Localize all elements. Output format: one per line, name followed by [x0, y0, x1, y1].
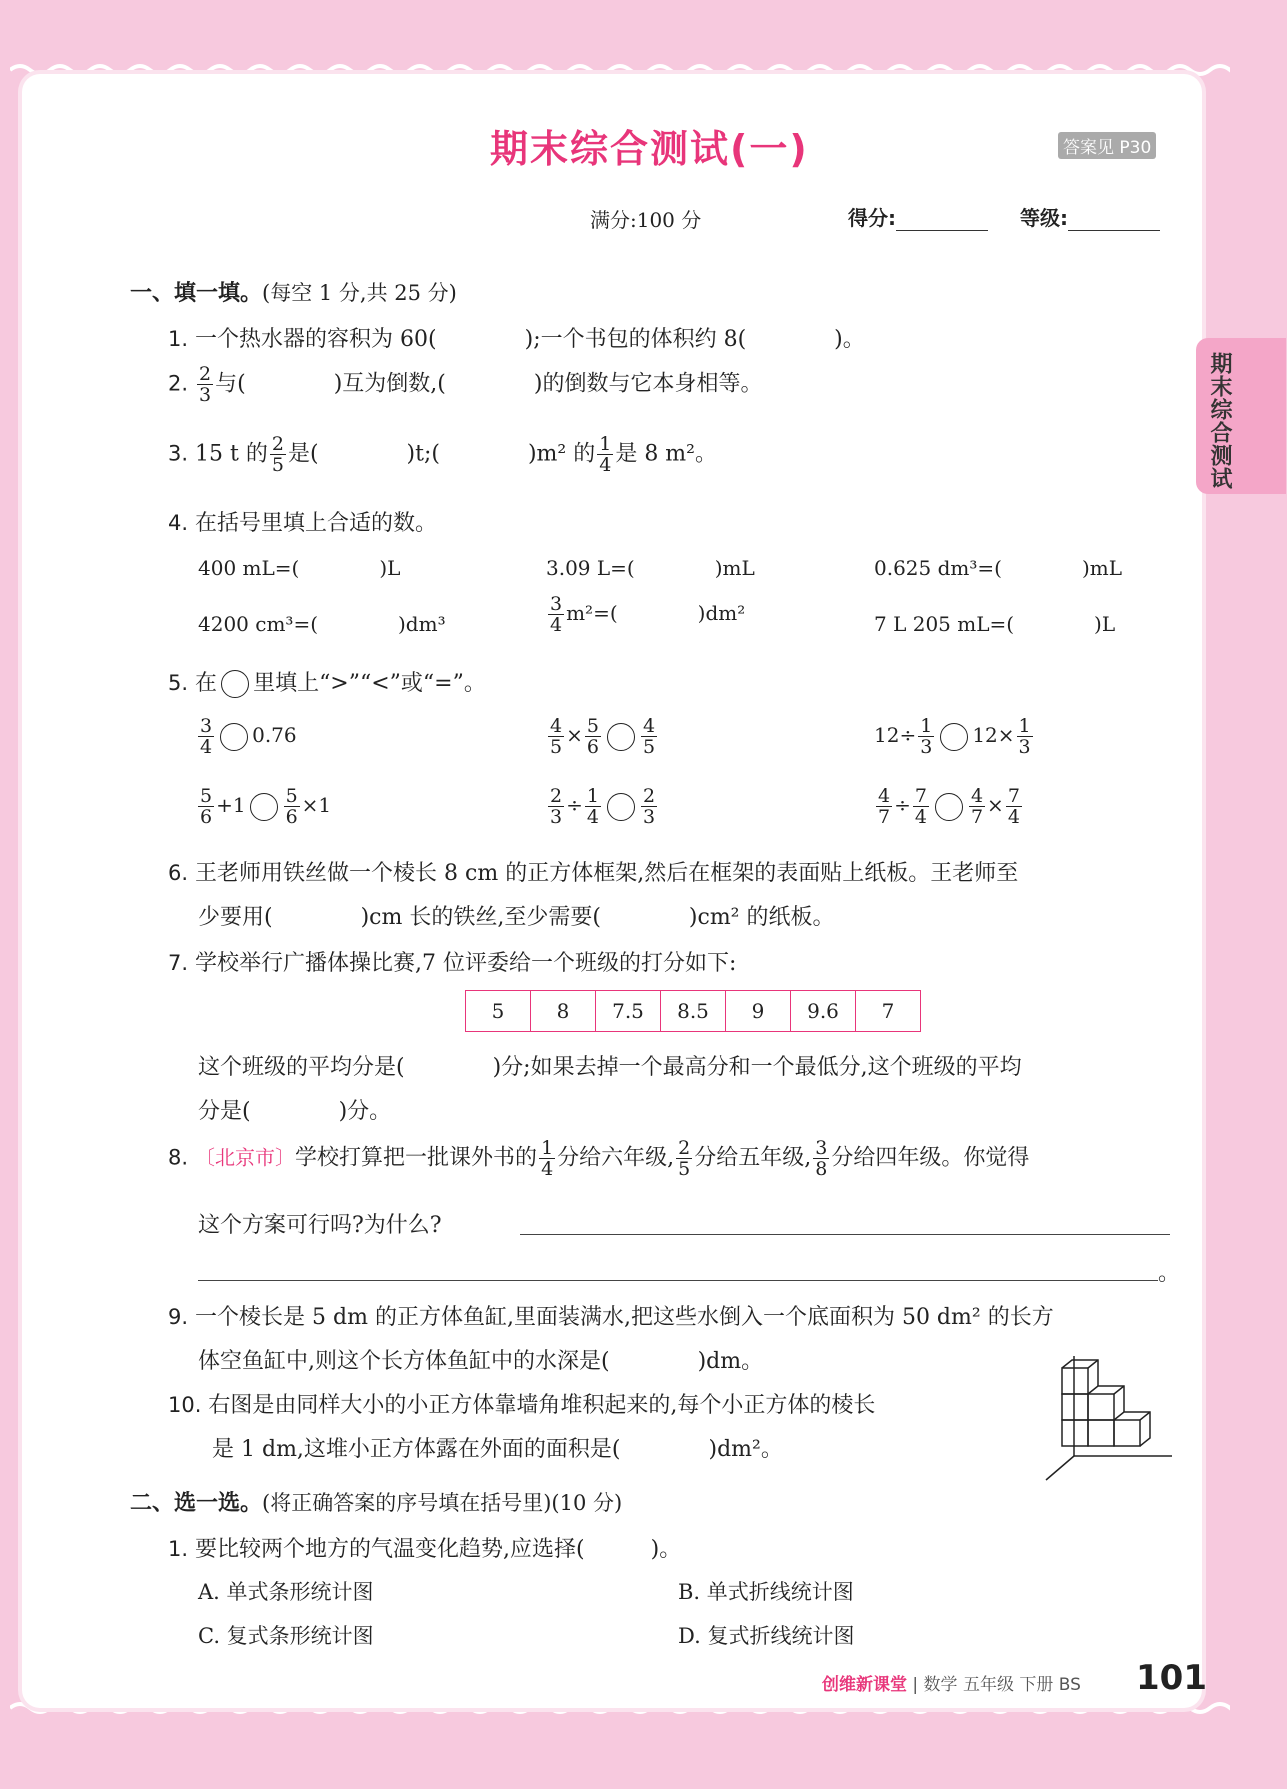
side-chapter-tab[interactable] — [1196, 338, 1286, 494]
region-tag: 〔北京市〕 — [195, 1145, 296, 1170]
question-number: 10. — [168, 1393, 202, 1417]
question-number: 1. — [168, 1537, 189, 1561]
fraction: $\frac{2}{3}$ — [550, 785, 563, 828]
question-2-1 — [168, 1532, 681, 1563]
table-row — [466, 991, 921, 1032]
compare-item-b: $\frac{4}{5}$ × $\frac{5}{6}$ $\frac{4}{5}$ — [550, 715, 656, 758]
question-text: 一个棱长是 5 dm 的正方体鱼缸,里面装满水,把这些水倒入一个底面积为 50 dm² 的长方 — [195, 1305, 1054, 1330]
question-text: 与( )互为倒数,( )的倒数与它本身相等。 — [215, 371, 763, 397]
question-number: 1. — [168, 327, 189, 351]
question-1-8 — [168, 1138, 1029, 1179]
scores-table — [465, 990, 921, 1032]
conversion-4: 4200 cm³=( )dm³ — [198, 612, 446, 636]
fraction: $\frac{2}{5}$ — [271, 433, 284, 476]
side-tab-label: 期末综合测试 — [1207, 352, 1232, 490]
full-score-label: 满分:100 分 — [590, 208, 702, 232]
fraction: $\frac{5}{6}$ — [200, 785, 213, 828]
question-1-5 — [168, 666, 486, 698]
question-text: 是 8 m²。 — [615, 441, 717, 467]
score-cell: 5 — [466, 991, 531, 1032]
question-text: 右图是由同样大小的小正方体靠墙角堆积起来的,每个小正方体的棱长 — [208, 1393, 876, 1418]
question-1-6 — [168, 856, 1018, 887]
compare-circle[interactable] — [250, 793, 278, 821]
answer-line[interactable] — [198, 1280, 1158, 1281]
fraction: $\frac{2}{3}$ — [199, 363, 212, 406]
fraction: $\frac{1}{3}$ — [920, 715, 933, 758]
question-number: 2. — [168, 371, 189, 396]
option-d[interactable]: D. 复式折线统计图 — [678, 1624, 855, 1648]
compare-item-d: $\frac{5}{6}$ +1 $\frac{5}{6}$ ×1 — [200, 785, 332, 828]
score-cell: 9 — [726, 991, 791, 1032]
question-text: 王老师用铁丝做一个棱长 8 cm 的正方体框架,然后在框架的表面贴上纸板。王老师至 — [195, 861, 1019, 886]
fraction: $\frac{1}{4}$ — [541, 1137, 554, 1180]
fraction: $\frac{2}{5}$ — [678, 1137, 691, 1180]
conversion-5: $\frac{3}{4}$ m²=( )dm² — [550, 593, 746, 636]
question-number: 6. — [168, 861, 189, 885]
stacked-cubes-figure — [1044, 1356, 1174, 1484]
question-text: 在括号里填上合适的数。 — [195, 511, 438, 536]
compare-item-c: 12÷ $\frac{1}{3}$ 12× $\frac{1}{3}$ — [874, 715, 1031, 758]
question-1-9 — [168, 1300, 1054, 1331]
section-2-heading — [130, 1486, 622, 1517]
fraction: $\frac{3}{8}$ — [815, 1137, 828, 1180]
score-cell: 7.5 — [596, 991, 661, 1032]
question-number: 3. — [168, 441, 189, 466]
compare-item-e: $\frac{2}{3}$ ÷ $\frac{1}{4}$ $\frac{2}{3}$ — [550, 785, 656, 828]
fraction: $\frac{7}{4}$ — [1007, 785, 1020, 828]
compare-item-a: $\frac{3}{4}$ 0.76 — [200, 715, 297, 758]
question-text: 15 t 的 — [195, 441, 268, 467]
question-1-10-line2: 是 1 dm,这堆小正方体露在外面的面积是( )dm²。 — [212, 1437, 783, 1462]
question-number: 8. — [168, 1145, 189, 1170]
question-text: 分给五年级, — [694, 1145, 812, 1171]
answer-reference-badge: 答案见 P30 — [1058, 132, 1156, 159]
fraction: $\frac{1}{3}$ — [1018, 715, 1031, 758]
question-1-7-line3: 分是( )分。 — [198, 1099, 392, 1124]
conversion-1: 400 mL=( )L — [198, 556, 401, 580]
question-1-7 — [168, 946, 736, 977]
score-cell: 8.5 — [661, 991, 726, 1032]
page-title: 期末综合测试(一) — [490, 127, 809, 171]
fraction: $\frac{3}{4}$ — [200, 715, 213, 758]
option-a[interactable]: A. 单式条形统计图 — [198, 1580, 374, 1604]
fraction: $\frac{5}{6}$ — [285, 785, 298, 828]
fraction: $\frac{1}{4}$ — [586, 785, 599, 828]
compare-circle[interactable] — [940, 723, 968, 751]
question-text: 在 — [195, 671, 218, 696]
question-text: 学校打算把一批课外书的 — [295, 1145, 538, 1171]
question-number: 5. — [168, 671, 189, 695]
fraction: $\frac{5}{6}$ — [586, 715, 599, 758]
compare-circle[interactable] — [935, 793, 963, 821]
question-number: 7. — [168, 951, 189, 975]
period-mark: 。 — [1158, 1261, 1181, 1286]
footer-brand: 创维新课堂 — [822, 1675, 907, 1695]
fraction: $\frac{4}{7}$ — [878, 785, 891, 828]
score-label: 得分: — [848, 206, 896, 230]
fraction: $\frac{1}{4}$ — [599, 433, 612, 476]
question-text: 里填上“>”“<”或“=”。 — [253, 671, 486, 696]
question-text: 学校举行广播体操比赛,7 位评委给一个班级的打分如下: — [195, 951, 737, 976]
score-cell: 7 — [856, 991, 921, 1032]
grade-label: 等级: — [1020, 206, 1068, 230]
question-number: 9. — [168, 1305, 189, 1329]
grade-field[interactable] — [1020, 202, 1160, 231]
fraction: $\frac{2}{3}$ — [642, 785, 656, 828]
question-text: 一个热水器的容积为 60( );一个书包的体积约 8( )。 — [195, 327, 865, 352]
fraction: $\frac{7}{4}$ — [914, 785, 927, 828]
footer-separator: | — [912, 1675, 919, 1695]
compare-circle[interactable] — [220, 723, 248, 751]
question-1-7-line2: 这个班级的平均分是( )分;如果去掉一个最高分和一个最低分,这个班级的平均 — [198, 1055, 1022, 1080]
question-text: 要比较两个地方的气温变化趋势,应选择( )。 — [195, 1537, 682, 1562]
page-number: 101 — [1136, 1658, 1207, 1698]
question-text: 是( )t;( )m² 的 — [287, 441, 596, 467]
compare-item-f: $\frac{4}{7}$ ÷ $\frac{7}{4}$ $\frac{4}{7}$ × $\frac{7}{4}$ — [878, 785, 1020, 828]
option-b[interactable]: B. 单式折线统计图 — [678, 1580, 854, 1604]
answer-line[interactable] — [520, 1234, 1170, 1235]
question-1-8-line2: 这个方案可行吗?为什么? — [198, 1213, 442, 1238]
score-blank[interactable] — [896, 210, 988, 231]
section-2-title: 二、选一选。 — [130, 1491, 263, 1516]
score-cell: 9.6 — [791, 991, 856, 1032]
section-2-note: (将正确答案的序号填在括号里)(10 分) — [262, 1491, 623, 1515]
footer-info — [822, 1670, 1081, 1695]
question-1-6-line2: 少要用( )cm 长的铁丝,至少需要( )cm² 的纸板。 — [198, 905, 835, 930]
section-1-note: (每空 1 分,共 25 分) — [262, 281, 457, 305]
score-field[interactable] — [848, 202, 988, 231]
section-1-heading — [130, 276, 457, 307]
question-1-2 — [168, 364, 762, 405]
section-1-title: 一、填一填。 — [130, 281, 263, 306]
compare-circle[interactable] — [607, 793, 635, 821]
question-1-9-line2: 体空鱼缸中,则这个长方体鱼缸中的水深是( )dm。 — [198, 1349, 764, 1374]
conversion-6: 7 L 205 mL=( )L — [874, 612, 1116, 636]
fraction: $\frac{3}{4}$ — [550, 593, 563, 636]
question-1-10 — [168, 1388, 875, 1419]
fraction: $\frac{4}{5}$ — [550, 715, 563, 758]
footer-book-info: 数学 五年级 下册 BS — [923, 1675, 1081, 1695]
score-cell: 8 — [531, 991, 596, 1032]
question-number: 4. — [168, 511, 189, 535]
conversion-3: 0.625 dm³=( )mL — [874, 556, 1123, 580]
question-1-4 — [168, 506, 437, 537]
question-1-3 — [168, 434, 717, 475]
compare-circle[interactable] — [607, 723, 635, 751]
fraction: $\frac{4}{7}$ — [970, 785, 984, 828]
question-text: 分给六年级, — [557, 1145, 675, 1171]
circle-icon — [221, 670, 249, 698]
question-text: 分给四年级。你觉得 — [831, 1145, 1030, 1171]
conversion-2: 3.09 L=( )mL — [546, 556, 755, 580]
question-1-1 — [168, 322, 865, 353]
fraction: $\frac{4}{5}$ — [642, 715, 656, 758]
grade-blank[interactable] — [1068, 210, 1160, 231]
option-c[interactable]: C. 复式条形统计图 — [198, 1624, 374, 1648]
